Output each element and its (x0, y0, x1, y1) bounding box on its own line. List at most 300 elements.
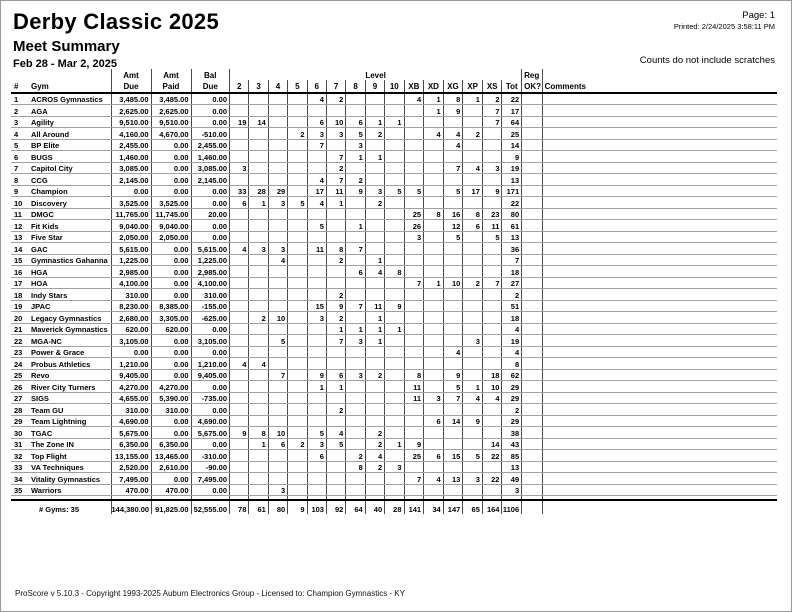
gym-name-cell: BP Elite (29, 139, 111, 151)
level-count-cell: 3 (268, 243, 287, 255)
level-count-cell (482, 346, 502, 358)
reg-ok-cell (522, 128, 543, 140)
amt-paid-cell: 8,385.00 (151, 300, 191, 312)
comments-cell (542, 243, 777, 255)
level-count-cell (482, 484, 502, 496)
level-count-cell: 6 (268, 438, 287, 450)
level-count-cell: 25 (502, 128, 522, 140)
bal-due-cell: 0.00 (191, 185, 230, 197)
level-count-cell (424, 162, 444, 174)
level-count-cell: 1 (463, 93, 483, 105)
level-count-cell (268, 289, 287, 301)
level-count-cell (288, 289, 307, 301)
level-count-cell (404, 128, 424, 140)
level-count-cell (482, 289, 502, 301)
gym-name-cell: Indy Stars (29, 289, 111, 301)
level-count-cell (249, 174, 268, 186)
level-count-cell (249, 93, 268, 105)
level-count-cell (268, 220, 287, 232)
level-count-cell (230, 254, 249, 266)
level-count-cell (288, 266, 307, 278)
table-row (11, 473, 777, 485)
row-num: 35 (11, 484, 29, 496)
level-count-cell: 2 (365, 427, 384, 439)
level-count-cell (365, 277, 384, 289)
level-count-cell (443, 289, 463, 301)
row-num: 6 (11, 151, 29, 163)
level-count-cell: 4 (424, 128, 444, 140)
level-count-cell (230, 93, 249, 105)
level-count-cell (385, 139, 404, 151)
level-count-cell (385, 93, 404, 105)
row-num: 15 (11, 254, 29, 266)
bal-due-cell: 3,105.00 (191, 335, 230, 347)
level-count-cell: 7 (482, 277, 502, 289)
amt-paid-cell: 3,525.00 (151, 197, 191, 209)
level-count-cell (268, 323, 287, 335)
level-count-cell: 9 (307, 369, 326, 381)
level-count-cell (424, 151, 444, 163)
level-count-cell (326, 220, 345, 232)
comments-cell (542, 346, 777, 358)
level-count-cell: 5 (326, 438, 345, 450)
row-num: 14 (11, 243, 29, 255)
level-count-cell (424, 266, 444, 278)
gym-name-cell: BUGS (29, 151, 111, 163)
amt-paid-cell: 0.00 (151, 266, 191, 278)
amt-due-cell: 5,615.00 (111, 243, 151, 255)
header-level-XP: XP (463, 80, 483, 93)
row-num: 9 (11, 185, 29, 197)
table-row (11, 162, 777, 174)
level-count-cell (463, 369, 483, 381)
level-count-cell (404, 346, 424, 358)
row-num: 33 (11, 461, 29, 473)
level-count-cell (249, 473, 268, 485)
table-row (11, 220, 777, 232)
level-count-cell (268, 300, 287, 312)
bal-due-cell: 310.00 (191, 289, 230, 301)
level-count-cell (288, 116, 307, 128)
level-count-cell (404, 254, 424, 266)
header-bal-due-top: Bal (191, 69, 230, 80)
level-count-cell (482, 415, 502, 427)
level-count-cell (385, 427, 404, 439)
level-count-cell: 13 (502, 461, 522, 473)
reg-ok-cell (522, 369, 543, 381)
gym-name-cell: TGAC (29, 427, 111, 439)
level-count-cell (249, 300, 268, 312)
gym-name-cell: MGA-NC (29, 335, 111, 347)
comments-cell (542, 450, 777, 462)
amt-due-cell: 2,680.00 (111, 312, 151, 324)
row-num: 16 (11, 266, 29, 278)
level-count-cell: 4 (249, 358, 268, 370)
level-count-cell: 1 (326, 323, 345, 335)
level-count-cell: 11 (404, 392, 424, 404)
gym-name-cell: HGA (29, 266, 111, 278)
level-count-cell: 5 (385, 185, 404, 197)
level-count-cell (268, 404, 287, 416)
amt-due-cell: 2,050.00 (111, 231, 151, 243)
level-count-cell (463, 243, 483, 255)
level-count-cell (346, 208, 365, 220)
level-count-cell (385, 335, 404, 347)
level-count-cell (443, 438, 463, 450)
level-count-cell (404, 312, 424, 324)
level-count-cell: 14 (502, 139, 522, 151)
meet-date-range: Feb 28 - Mar 2, 2025 (13, 58, 117, 70)
level-count-cell (230, 369, 249, 381)
level-count-cell: 1 (365, 335, 384, 347)
level-count-cell (404, 243, 424, 255)
level-count-cell (443, 151, 463, 163)
level-count-cell (346, 254, 365, 266)
reg-ok-cell (522, 105, 543, 117)
level-count-cell: 8 (385, 266, 404, 278)
amt-due-cell: 310.00 (111, 289, 151, 301)
table-row (11, 381, 777, 393)
level-count-cell (424, 220, 444, 232)
comments-cell (542, 197, 777, 209)
reg-ok-cell (522, 427, 543, 439)
level-count-cell (424, 197, 444, 209)
level-count-cell (424, 438, 444, 450)
header-bal-due: Due (191, 80, 230, 93)
level-count-cell (443, 404, 463, 416)
gym-name-cell: AGA (29, 105, 111, 117)
row-num: 26 (11, 381, 29, 393)
level-count-cell: 4 (326, 427, 345, 439)
table-row (11, 254, 777, 266)
amt-paid-cell: 310.00 (151, 404, 191, 416)
amt-due-cell: 5,675.00 (111, 427, 151, 439)
level-count-cell: 1 (463, 381, 483, 393)
level-count-cell (230, 473, 249, 485)
amt-paid-cell: 0.00 (151, 243, 191, 255)
header-level-XB: XB (404, 80, 424, 93)
level-count-cell: 4 (230, 358, 249, 370)
level-count-cell: 171 (502, 185, 522, 197)
gym-name-cell: DMGC (29, 208, 111, 220)
level-count-cell: 2 (288, 438, 307, 450)
gym-name-cell: Team Lightning (29, 415, 111, 427)
level-count-cell (268, 151, 287, 163)
level-count-cell: 11 (482, 220, 502, 232)
level-count-cell (463, 254, 483, 266)
level-count-cell (404, 415, 424, 427)
level-count-cell: 61 (502, 220, 522, 232)
gym-name-cell: Legacy Gymnastics (29, 312, 111, 324)
row-num: 18 (11, 289, 29, 301)
level-count-cell: 5 (288, 197, 307, 209)
level-count-cell (249, 162, 268, 174)
level-count-cell (346, 93, 365, 105)
level-count-cell: 9 (502, 151, 522, 163)
table-row (11, 346, 777, 358)
level-count-cell (346, 197, 365, 209)
level-count-cell: 4 (443, 346, 463, 358)
level-count-cell: 2 (365, 197, 384, 209)
totals-level-cell: 164 (482, 500, 502, 514)
level-count-cell: 4 (463, 162, 483, 174)
amt-due-cell: 4,655.00 (111, 392, 151, 404)
level-count-cell (230, 277, 249, 289)
level-count-cell: 5 (443, 185, 463, 197)
header-reg-top: Reg (522, 69, 543, 80)
comments-cell (542, 93, 777, 105)
bal-due-cell: 0.00 (191, 438, 230, 450)
level-count-cell: 6 (230, 197, 249, 209)
scratches-note: Counts do not include scratches (639, 55, 775, 66)
header-level-9: 9 (365, 80, 384, 93)
level-count-cell (230, 174, 249, 186)
level-count-cell (268, 473, 287, 485)
bal-due-cell: 2,455.00 (191, 139, 230, 151)
level-count-cell (230, 220, 249, 232)
amt-due-cell: 2,455.00 (111, 139, 151, 151)
level-count-cell (482, 312, 502, 324)
level-count-cell (365, 404, 384, 416)
reg-ok-cell (522, 220, 543, 232)
level-count-cell (424, 484, 444, 496)
amt-paid-cell: 9,040.00 (151, 220, 191, 232)
totals-comments (542, 500, 777, 514)
reg-ok-cell (522, 197, 543, 209)
level-count-cell (230, 450, 249, 462)
level-count-cell (424, 254, 444, 266)
amt-paid-cell: 0.00 (151, 427, 191, 439)
level-count-cell (249, 128, 268, 140)
header-spacer (11, 69, 111, 80)
level-count-cell: 2 (346, 174, 365, 186)
level-count-cell (424, 346, 444, 358)
level-count-cell: 11 (404, 381, 424, 393)
level-count-cell: 3 (346, 139, 365, 151)
level-count-cell: 8 (463, 208, 483, 220)
level-count-cell: 3 (502, 484, 522, 496)
level-count-cell: 4 (365, 450, 384, 462)
comments-cell (542, 116, 777, 128)
bal-due-cell: 0.00 (191, 231, 230, 243)
level-count-cell (346, 346, 365, 358)
level-count-cell (249, 484, 268, 496)
level-count-cell (482, 323, 502, 335)
header-num: # (11, 80, 29, 93)
table-row (11, 93, 777, 105)
level-count-cell (249, 266, 268, 278)
level-count-cell: 2 (249, 312, 268, 324)
level-count-cell (230, 139, 249, 151)
level-count-cell: 1 (365, 151, 384, 163)
level-count-cell: 33 (230, 185, 249, 197)
level-count-cell: 2 (326, 93, 345, 105)
level-count-cell (365, 231, 384, 243)
level-count-cell: 4 (502, 346, 522, 358)
level-count-cell (326, 461, 345, 473)
reg-ok-cell (522, 473, 543, 485)
amt-due-cell: 4,270.00 (111, 381, 151, 393)
level-count-cell: 4 (404, 93, 424, 105)
level-count-cell: 9 (385, 300, 404, 312)
level-count-cell: 4 (463, 392, 483, 404)
level-count-cell (482, 254, 502, 266)
level-count-cell (288, 392, 307, 404)
level-count-cell (365, 174, 384, 186)
level-count-cell (326, 105, 345, 117)
level-count-cell (385, 312, 404, 324)
level-count-cell (346, 427, 365, 439)
reg-ok-cell (522, 185, 543, 197)
level-count-cell (463, 461, 483, 473)
level-count-cell: 1 (385, 323, 404, 335)
level-count-cell (463, 484, 483, 496)
level-count-cell (385, 162, 404, 174)
level-count-cell: 13 (502, 231, 522, 243)
level-count-cell: 2 (482, 93, 502, 105)
comments-cell (542, 162, 777, 174)
table-row (11, 450, 777, 462)
level-count-cell (288, 404, 307, 416)
level-count-cell (463, 197, 483, 209)
header-level-XS: XS (482, 80, 502, 93)
level-count-cell: 8 (326, 243, 345, 255)
level-count-cell (307, 277, 326, 289)
level-count-cell (307, 346, 326, 358)
amt-due-cell: 4,690.00 (111, 415, 151, 427)
level-count-cell: 4 (365, 266, 384, 278)
level-count-cell (463, 346, 483, 358)
row-num: 29 (11, 415, 29, 427)
level-count-cell (404, 116, 424, 128)
level-count-cell (307, 266, 326, 278)
level-count-cell (326, 450, 345, 462)
level-count-cell: 19 (502, 335, 522, 347)
header-level-Tot: Tot (502, 80, 522, 93)
level-count-cell: 18 (502, 312, 522, 324)
level-count-cell (443, 197, 463, 209)
level-count-cell: 2 (365, 128, 384, 140)
level-count-cell (288, 346, 307, 358)
level-count-cell (230, 266, 249, 278)
amt-due-cell: 0.00 (111, 346, 151, 358)
level-count-cell (249, 404, 268, 416)
level-count-cell (307, 289, 326, 301)
level-count-cell: 5 (307, 427, 326, 439)
comments-cell (542, 392, 777, 404)
reg-ok-cell (522, 312, 543, 324)
reg-ok-cell (522, 266, 543, 278)
row-num: 20 (11, 312, 29, 324)
level-count-cell (268, 346, 287, 358)
level-count-cell (463, 266, 483, 278)
amt-due-cell: 4,160.00 (111, 128, 151, 140)
level-count-cell: 14 (482, 438, 502, 450)
level-count-cell: 17 (463, 185, 483, 197)
comments-cell (542, 139, 777, 151)
table-row (11, 312, 777, 324)
level-count-cell (346, 358, 365, 370)
level-count-cell: 5 (443, 231, 463, 243)
level-count-cell: 2 (365, 461, 384, 473)
level-count-cell (307, 461, 326, 473)
table-row (11, 151, 777, 163)
level-count-cell: 16 (443, 208, 463, 220)
level-count-cell: 49 (502, 473, 522, 485)
level-count-cell (482, 266, 502, 278)
totals-level-cell: 9 (288, 500, 307, 514)
level-count-cell (424, 312, 444, 324)
level-count-cell (346, 277, 365, 289)
level-count-cell (249, 415, 268, 427)
level-count-cell: 15 (307, 300, 326, 312)
level-count-cell (482, 243, 502, 255)
level-count-cell (424, 335, 444, 347)
comments-cell (542, 289, 777, 301)
bal-due-cell: 5,615.00 (191, 243, 230, 255)
level-count-cell (346, 162, 365, 174)
level-count-cell (288, 323, 307, 335)
level-count-cell (307, 162, 326, 174)
level-count-cell: 18 (482, 369, 502, 381)
row-num: 11 (11, 208, 29, 220)
level-count-cell (268, 392, 287, 404)
level-count-cell (268, 415, 287, 427)
level-count-cell (230, 323, 249, 335)
totals-level-cell: 92 (326, 500, 345, 514)
reg-ok-cell (522, 335, 543, 347)
level-count-cell (365, 392, 384, 404)
level-count-cell (326, 231, 345, 243)
level-count-cell (424, 300, 444, 312)
level-count-cell: 7 (482, 116, 502, 128)
reg-ok-cell (522, 277, 543, 289)
level-count-cell: 17 (502, 105, 522, 117)
level-count-cell: 7 (346, 300, 365, 312)
level-count-cell (404, 461, 424, 473)
level-count-cell (463, 174, 483, 186)
level-count-cell (230, 300, 249, 312)
level-count-cell: 6 (424, 450, 444, 462)
level-count-cell (385, 208, 404, 220)
reg-ok-cell (522, 438, 543, 450)
comments-cell (542, 105, 777, 117)
amt-paid-cell: 620.00 (151, 323, 191, 335)
row-num: 32 (11, 450, 29, 462)
level-count-cell: 2 (288, 128, 307, 140)
bal-due-cell: 0.00 (191, 323, 230, 335)
level-count-cell (443, 254, 463, 266)
table-row (11, 243, 777, 255)
level-count-cell: 5 (268, 335, 287, 347)
level-count-cell (326, 358, 345, 370)
comments-cell (542, 266, 777, 278)
comments-cell (542, 312, 777, 324)
reg-ok-cell (522, 381, 543, 393)
level-count-cell: 29 (502, 415, 522, 427)
header-level-XG: XG (443, 80, 463, 93)
level-count-cell (230, 415, 249, 427)
level-count-cell (326, 266, 345, 278)
totals-reg-ok (522, 500, 543, 514)
reg-ok-cell (522, 415, 543, 427)
table-row (11, 300, 777, 312)
level-count-cell: 2 (365, 438, 384, 450)
row-num: 19 (11, 300, 29, 312)
amt-paid-cell: 0.00 (151, 162, 191, 174)
level-count-cell (365, 473, 384, 485)
level-count-cell: 1 (424, 277, 444, 289)
